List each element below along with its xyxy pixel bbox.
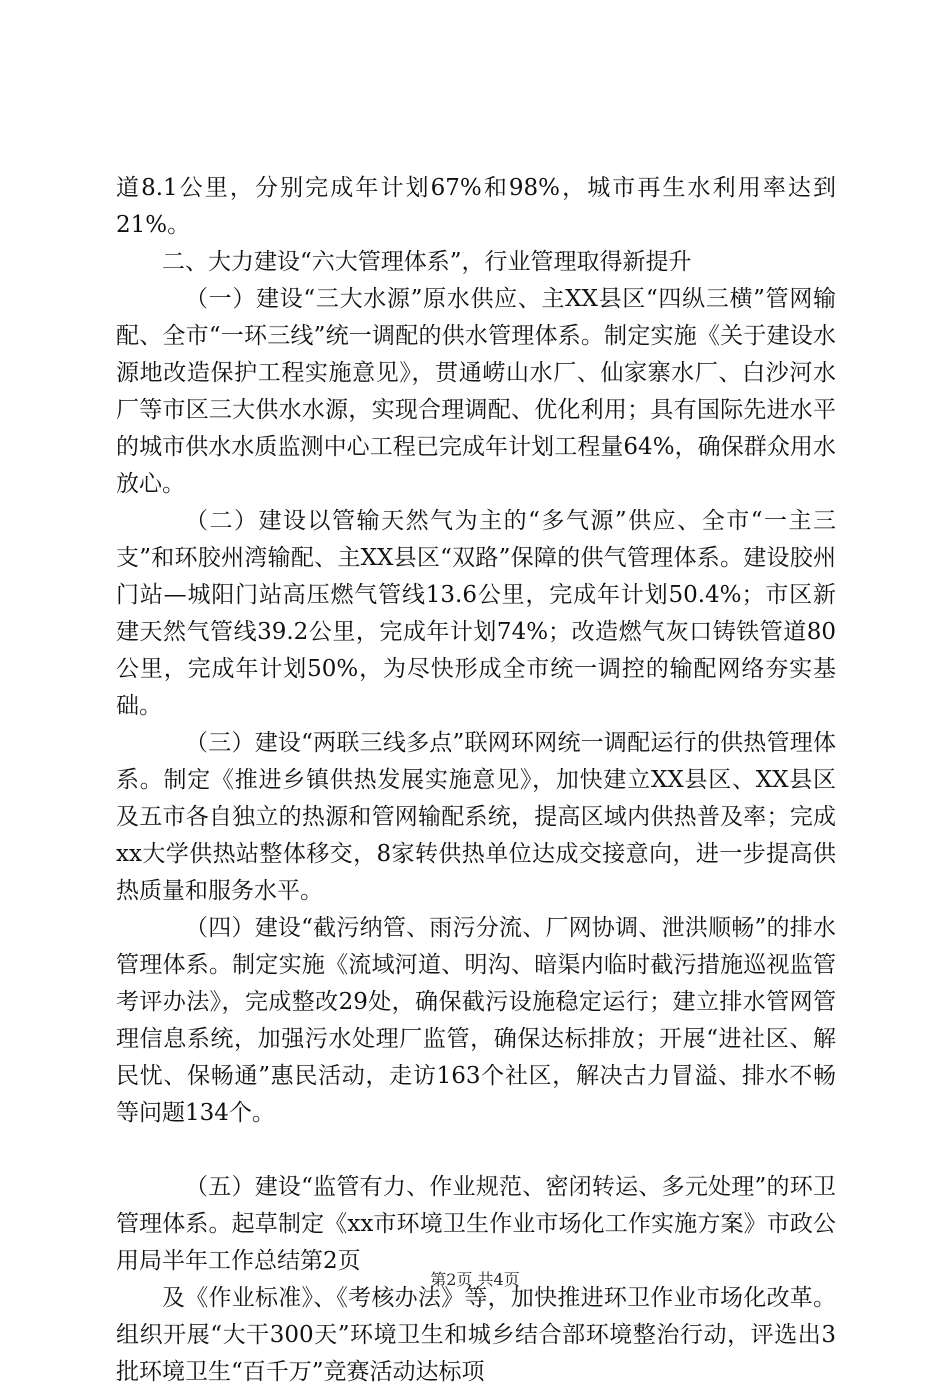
paragraph-gap	[116, 1132, 836, 1169]
paragraph-drainage: （四）建设“截污纳管、雨污分流、厂网协调、泄洪顺畅”的排水管理体系。制定实施《流域河道、明沟、暗渠内临时截污措施巡视监管考评办法》，完成整改29处，确保截污设施稳定运行；建立排水管网管理信息系统，加强污水处理厂监管，确保达标排放；开展“进社区、解民忧、保畅通”惠民活动，走访163个社区，解决古力冒溢、排水不畅等问题134个。	[116, 915, 836, 1126]
document-body	[116, 170, 836, 1391]
paragraph-heat-supply: （三）建设“两联三线多点”联网环网统一调配运行的供热管理体系。制定《推进乡镇供热发展实施意见》，加快建立XX县区、XX县区及五市各自独立的热源和管网输配系统，提高区域内供热普及率；完成xx大学供热站整体移交，8家转供热单位达成交接意向，进一步提高供热质量和服务水平。	[116, 730, 836, 904]
paragraph-sanitation: （五）建设“监管有力、作业规范、密闭转运、多元处理”的环卫管理体系。起草制定《xx市环境卫生作业市场化工作实施方案》市政公用局半年工作总结第2页	[116, 1174, 836, 1274]
page-footer: 第2页 共4页	[430, 1270, 520, 1289]
paragraph-gas-supply: （二）建设以管输天然气为主的“多气源”供应、全市“一主三支”和环胶州湾输配、主XX县区“双路”保障的供气管理体系。建设胶州门站—城阳门站高压燃气管线13.6公里，完成年计划50.4%；市区新建天然气管线39.2公里，完成年计划74%；改造燃气灰口铸铁管道80公里，完成年计划50%，为尽快形成全市统一调控的输配网络夯实基础。	[116, 508, 836, 719]
paragraph-water-supply: （一）建设“三大水源”原水供应、主XX县区“四纵三横”管网输配、全市“一环三线”统一调配的供水管理体系。制定实施《关于建设水源地改造保护工程实施意见》，贯通崂山水厂、仙家寨水厂、白沙河水厂等市区三大供水水源，实现合理调配、优化利用；具有国际先进水平的城市供水水质监测中心工程已完成年计划工程量64%，确保群众用水放心。	[116, 286, 836, 497]
paragraph-continuation: 道8.1公里，分别完成年计划67%和98%，城市再生水利用率达到21%。	[116, 175, 836, 238]
paragraph-sanitation-continued: 及《作业标准》、《考核办法》等，加快推进环卫作业市场化改革。组织开展“大干300天”环境卫生和城乡结合部环境整治行动，评选出3批环境卫生“百千万”竞赛活动达标项	[116, 1285, 836, 1385]
section-heading: 二、大力建设“六大管理体系”，行业管理取得新提升	[162, 249, 692, 275]
